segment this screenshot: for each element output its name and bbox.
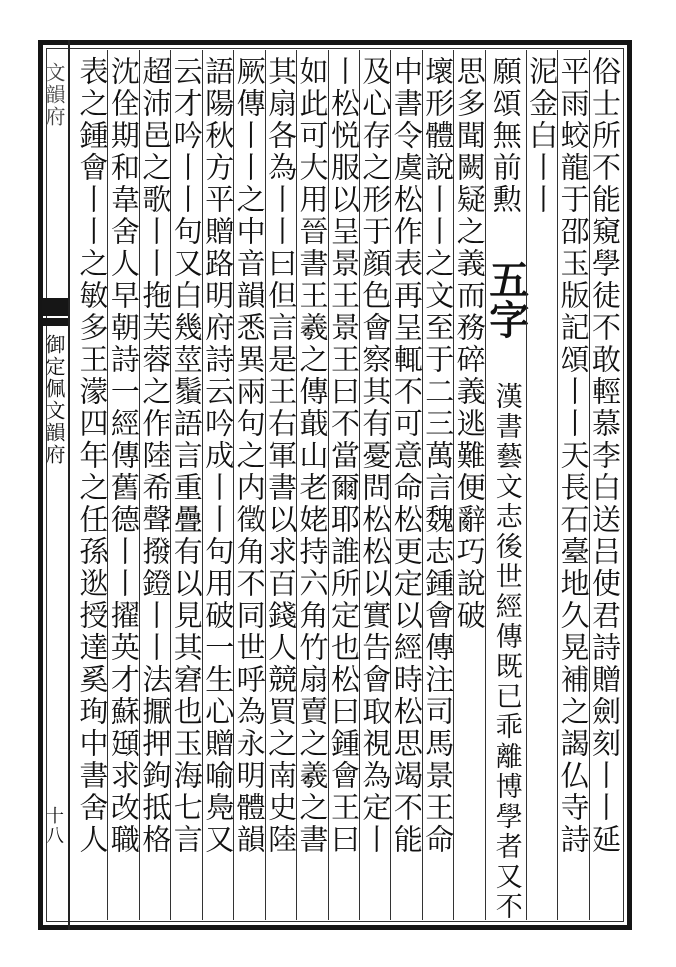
column-text-with-heading [482,56,530,922]
text-column-12 [232,50,267,920]
text-column-2 [556,50,591,920]
column-text: 如此可大用晉書王羲之傳蕺山老姥持六角竹扇賣之羲之書 [295,56,330,856]
text-column-1 [589,50,620,920]
column-text: 願頌無前勲 [488,56,523,216]
column-text: 思多聞闕疑之義而務碎義逃難便辭巧說破 [452,56,487,632]
column-text: 俗士所不能窺學徒不敢輕慕李白送吕使君詩贈劍刻丨丨延 [588,56,622,856]
text-column-15 [138,50,173,920]
margin-strip [38,40,70,930]
fishtail-mark-lower [42,318,68,326]
text-column-4 [482,50,530,922]
text-column-3 [525,50,560,920]
column-text: 云才吟丨丨句又白幾莖鬚語言重疊有以見其窘也玉海七言 [169,56,204,856]
text-column-8 [358,50,393,920]
margin-title-fragment: 文韻府 [42,62,66,128]
text-column-17 [75,50,110,920]
text-column-9 [328,50,359,920]
text-column-10 [295,50,330,920]
section-heading: 五字 [482,259,530,339]
column-text: 中書令虞松作表再呈輒不可意命松更定以經時松思竭不能 [389,56,424,856]
text-column-5 [452,50,487,920]
column-text: 超沛邑之歌丨丨拖芙蓉之作陸希聲撥鐙丨丨法擫押鉤抵格 [138,56,173,856]
column-text: 語陽秋方平贈路明府詩云吟成丨丨句用破一生心贈喻鳧又 [201,56,236,856]
text-column-7 [389,50,424,920]
text-columns [76,50,624,920]
column-text: 厥傳丨丨之中音韻悉異兩句之内徵角不同世呼為永明體韻 [232,56,267,856]
text-column-6 [421,50,456,920]
text-column-14 [169,50,204,920]
column-text: 泥金白丨丨 [525,56,560,216]
column-text: 及心存之形于顔色會察其有憂問松松以實告會取視為定丨 [358,56,393,856]
column-text: 壞形體說丨丨之文至于二三萬言魏志鍾會傳注司馬景王命 [421,56,456,856]
fishtail-mark [42,298,68,316]
text-column-11 [264,50,299,920]
text-column-13 [201,50,236,920]
column-text: 丨松悦服以呈景王景王曰不當爾耶誰所定也松曰鍾會王曰 [326,56,361,856]
text-column-16 [106,50,141,920]
annotation-text: 漢書藝文志後世經傳既已乖離博學者又不 [490,382,522,922]
column-text: 平雨蛟龍于邵玉版記頌丨丨天長石臺地久晃補之謁仏寺詩 [556,56,591,856]
column-text: 沈佺期和韋舍人早朝詩一經傳舊德丨丨擢英才蘇頲求改職 [106,56,141,856]
margin-book-title: 御定佩文韻府 [42,334,66,466]
page-number: 十八 [43,806,64,846]
column-text: 其扇各為丨丨曰但言是王右軍書以求百錢人競買之南史陸 [264,56,299,856]
column-text: 表之鍾會丨丨之敏多王濛四年之任孫逖授達奚珣中書舍人 [75,56,110,856]
